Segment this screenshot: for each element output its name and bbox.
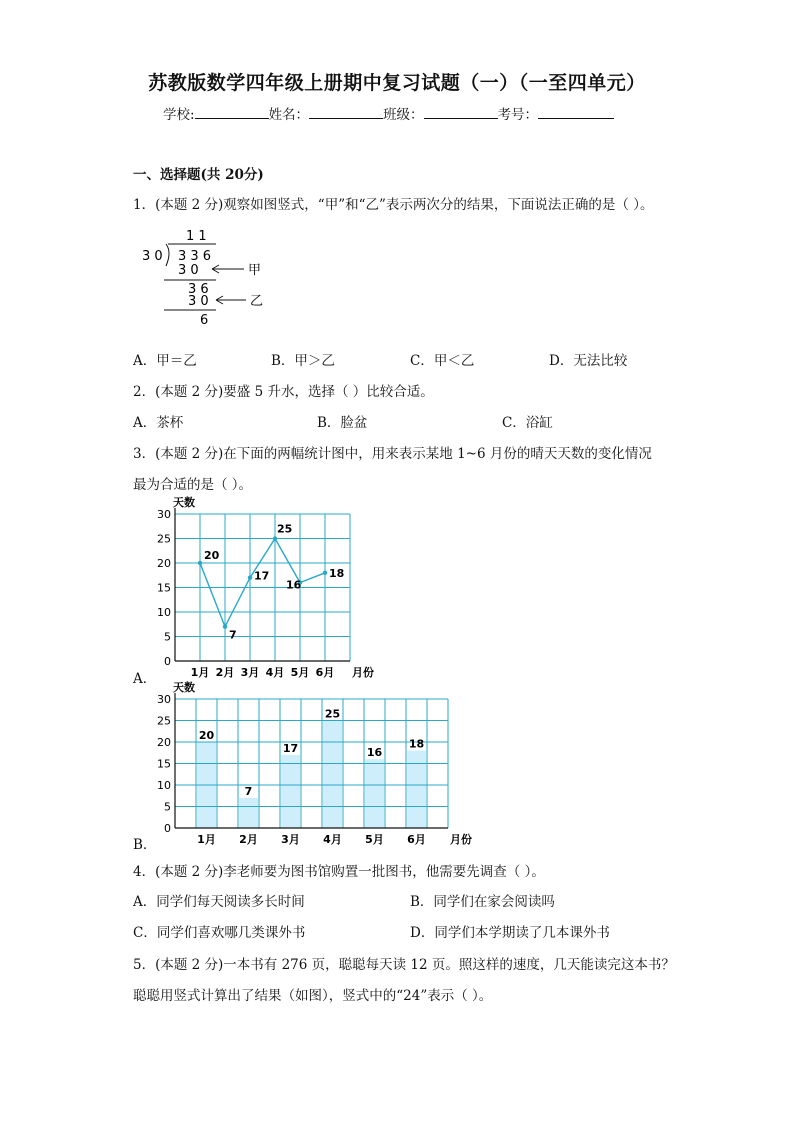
y-tick-label: 0 (164, 655, 171, 668)
q4-option-a[interactable]: A．同学们每天阅读多长时间 (133, 894, 305, 910)
q1-option-b[interactable]: B．甲＞乙 (271, 353, 335, 369)
remainder1: 3 6 (188, 282, 209, 297)
x-tick-label: 2月 (215, 666, 235, 679)
page-title: 苏教版数学四年级上册期中复习试题（一）（一至四单元） (148, 72, 646, 94)
division-bracket (166, 244, 169, 266)
x-tick-label: 2月 (239, 833, 258, 846)
y-tick-label: 5 (164, 630, 171, 644)
x-tick-label: 4月 (323, 833, 342, 846)
q3-text-line2: 最为合适的是（ ）。 (133, 477, 253, 493)
q2-text: 2．(本题 2 分)要盛 5 升水，选择（ ）比较合适。 (133, 384, 434, 400)
q2-option-c[interactable]: C．浴缸 (502, 415, 553, 431)
q2-option-b[interactable]: B．脸盆 (317, 415, 368, 431)
q1-long-division (130, 222, 290, 330)
data-label-4: 25 (277, 522, 293, 536)
name-label: 姓名： (268, 107, 310, 123)
x-axis-title: 月份 (450, 833, 472, 846)
student-info-row (163, 103, 614, 123)
data-point-1 (198, 561, 202, 565)
line-chart (145, 496, 375, 682)
bar-6 (407, 751, 426, 828)
number-blank[interactable] (538, 106, 614, 119)
data-label-6: 18 (329, 566, 345, 580)
label-jia: 甲 (248, 263, 262, 278)
data-label-2: 7 (229, 628, 237, 642)
data-label-5: 16 (286, 578, 302, 592)
number-label: 考号： (497, 107, 539, 123)
name-blank[interactable] (309, 106, 383, 119)
step1-product: 3 0 (178, 263, 199, 278)
q5-text-line2: 聪聪用竖式计算出了结果（如图），竖式中的“24”表示（ ）。 (133, 988, 493, 1004)
label-yi: 乙 (250, 294, 264, 309)
q1-option-d[interactable]: D．无法比较 (549, 353, 628, 369)
x-tick-label: 5月 (290, 666, 310, 679)
y-axis-title: 天数 (173, 496, 195, 509)
x-tick-label: 4月 (265, 666, 285, 679)
data-label-4: 25 (324, 707, 341, 721)
data-label-6: 18 (408, 737, 425, 751)
q1-option-a[interactable]: A．甲＝乙 (133, 353, 197, 369)
data-label-3: 17 (254, 569, 270, 583)
y-tick-label: 25 (157, 532, 171, 546)
remainder2: 6 (200, 313, 209, 328)
class-blank[interactable] (424, 106, 498, 119)
data-label-3: 17 (282, 741, 299, 755)
bar-3 (281, 755, 300, 828)
q4-text: 4．(本题 2 分)李老师要为图书馆购置一批图书，他需要先调查（ ）。 (133, 864, 545, 880)
class-label: 班级： (383, 107, 424, 123)
divisor: 3 0 (142, 249, 163, 264)
bar-5 (365, 759, 384, 828)
y-tick-label: 25 (157, 714, 171, 728)
data-label-2: 7 (244, 784, 253, 798)
data-point-6 (323, 571, 327, 575)
q3-text-line1: 3．(本题 2 分)在下面的两幅统计图中，用来表示某地 1~6 月份的晴天天数的变化情况 (133, 446, 652, 462)
data-point-4 (273, 536, 277, 540)
school-label: 学校: (163, 107, 195, 123)
x-tick-label: 5月 (365, 833, 384, 846)
q3-option-b[interactable]: B． (133, 837, 157, 853)
y-tick-label: 15 (157, 757, 171, 771)
x-tick-label: 1月 (190, 666, 210, 679)
y-axis-title: 天数 (173, 681, 195, 694)
data-label-1: 20 (204, 549, 220, 562)
bar-2 (239, 798, 258, 828)
y-tick-label: 10 (157, 779, 171, 792)
school-blank[interactable] (195, 106, 269, 119)
data-point-3 (248, 576, 252, 580)
y-tick-label: 20 (157, 736, 171, 749)
q2-option-a[interactable]: A．茶杯 (133, 415, 184, 431)
data-point-2 (223, 625, 227, 629)
step2-product: 3 0 (188, 294, 209, 309)
dividend: 3 3 6 (178, 249, 212, 264)
y-tick-label: 30 (157, 508, 171, 521)
x-tick-label: 1月 (197, 833, 216, 846)
bar-chart (145, 681, 472, 848)
q4-option-d[interactable]: D．同学们本学期读了几本课外书 (410, 925, 610, 941)
x-tick-label: 6月 (407, 833, 426, 846)
y-tick-label: 10 (157, 606, 171, 619)
data-label-1: 20 (198, 729, 215, 742)
y-tick-label: 0 (164, 822, 171, 835)
x-tick-label: 3月 (240, 666, 260, 679)
y-tick-label: 30 (157, 693, 171, 706)
section-heading: 一、选择题(共 20分) (133, 167, 264, 183)
q5-text-line1: 5．(本题 2 分)一本书有 276 页，聪聪每天读 12 页。照这样的速度，几天能读完这本书？ (133, 957, 675, 973)
q1-option-c[interactable]: C．甲＜乙 (410, 353, 475, 369)
q1-text: 1．(本题 2 分)观察如图竖式，“甲”和“乙”表示两次分的结果，下面说法正确的是（ ）。 (133, 197, 654, 213)
data-label-5: 16 (366, 746, 383, 760)
y-tick-label: 15 (157, 581, 171, 595)
x-tick-label: 6月 (315, 666, 335, 679)
bar-4 (323, 721, 342, 829)
q3-option-a[interactable]: A． (133, 671, 157, 687)
x-tick-label: 3月 (281, 833, 300, 846)
y-tick-label: 5 (164, 800, 171, 814)
y-tick-label: 20 (157, 557, 171, 570)
q4-option-b[interactable]: B．同学们在家会阅读吗 (410, 894, 555, 910)
q4-option-c[interactable]: C．同学们喜欢哪几类课外书 (133, 925, 306, 941)
quotient: 1 1 (186, 229, 207, 244)
x-axis-title: 月份 (352, 666, 374, 679)
